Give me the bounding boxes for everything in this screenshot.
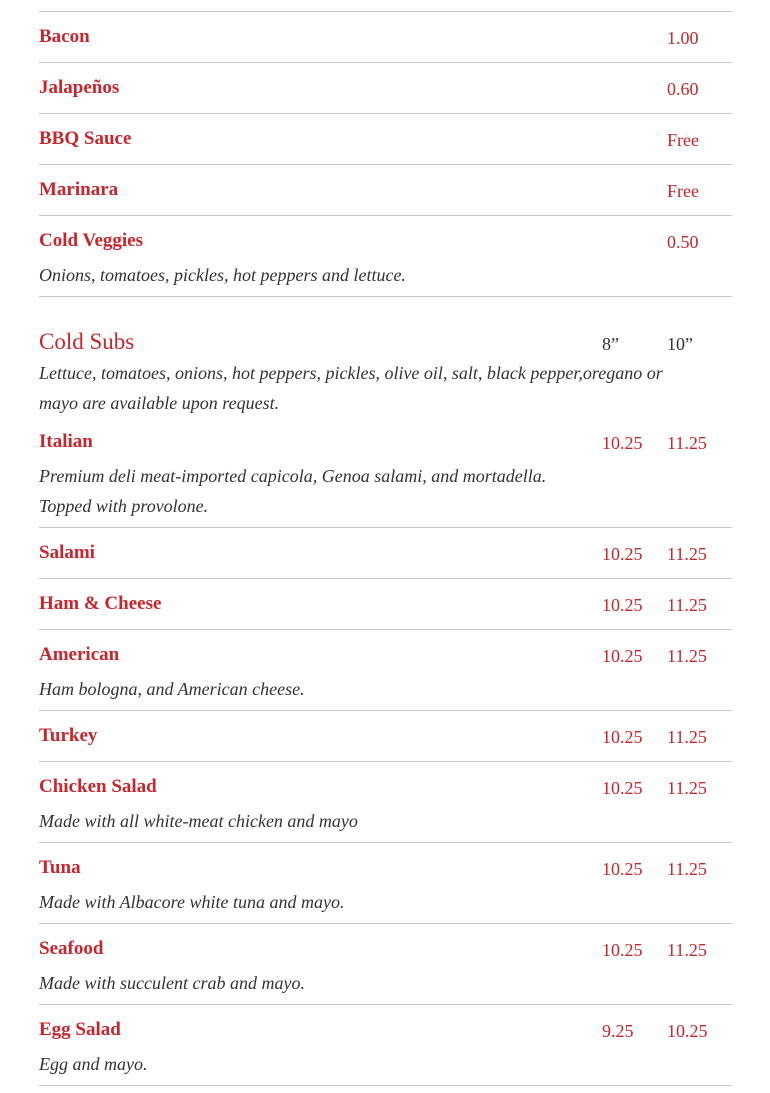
item-price: Free	[667, 181, 699, 201]
menu-item-cold-veggies	[39, 216, 732, 297]
item-price: 0.60	[667, 79, 699, 99]
item-price-8in: 10.25	[602, 433, 643, 453]
menu-item-tuna	[39, 843, 732, 924]
item-name: Italian	[39, 431, 93, 452]
menu-item-seafood	[39, 924, 732, 1005]
menu-item-bacon	[39, 12, 732, 63]
item-price-8in: 10.25	[602, 940, 643, 960]
section-description-line: Lettuce, tomatoes, onions, hot peppers, pickles, olive oil, salt, black pepper,oregano or	[39, 363, 663, 383]
item-name: Egg Salad	[39, 1019, 121, 1040]
item-price-8in: 10.25	[602, 595, 643, 615]
item-name: Salami	[39, 542, 95, 563]
item-description-line: Premium deli meat-imported capicola, Genoa salami, and mortadella.	[39, 466, 547, 486]
item-description: Egg and mayo.	[39, 1054, 148, 1074]
item-name: BBQ Sauce	[39, 128, 132, 149]
section-description	[39, 358, 729, 418]
item-price-10in: 11.25	[667, 778, 707, 798]
item-price-10in: 11.25	[667, 595, 707, 615]
size-column-small: 8”	[602, 334, 619, 354]
section-title: Cold Subs	[39, 329, 135, 354]
item-price-8in: 9.25	[602, 1021, 634, 1041]
item-description: Made with succulent crab and mayo.	[39, 973, 305, 993]
menu-item-egg-salad	[39, 1005, 732, 1086]
menu-item-marinara	[39, 165, 732, 216]
menu-item-italian	[39, 417, 732, 528]
item-price-8in: 10.25	[602, 646, 643, 666]
item-price-10in: 11.25	[667, 544, 707, 564]
menu-item-turkey	[39, 711, 732, 762]
item-name: Seafood	[39, 938, 104, 959]
item-description: Ham bologna, and American cheese.	[39, 679, 305, 699]
menu-item-bbq-sauce	[39, 114, 732, 165]
item-description: Made with Albacore white tuna and mayo.	[39, 892, 345, 912]
item-name: Tuna	[39, 857, 81, 878]
item-description: Onions, tomatoes, pickles, hot peppers and lettuce.	[39, 265, 406, 285]
item-description	[39, 461, 729, 521]
item-price-10in: 11.25	[667, 646, 707, 666]
size-column-large: 10”	[667, 334, 693, 354]
item-description: Made with all white-meat chicken and mayo	[39, 811, 358, 831]
section-description-line: mayo are available upon request.	[39, 393, 280, 413]
item-price-10in: 11.25	[667, 433, 707, 453]
menu-item-american	[39, 630, 732, 711]
menu-item-ham-cheese	[39, 579, 732, 630]
cold-subs-section-header	[39, 297, 732, 422]
item-price-8in: 10.25	[602, 544, 643, 564]
item-description-line: Topped with provolone.	[39, 496, 209, 516]
item-name: Marinara	[39, 179, 119, 200]
item-name: Ham & Cheese	[39, 593, 162, 614]
item-price: 0.50	[667, 232, 699, 252]
item-price: Free	[667, 130, 699, 150]
menu-item-jalapenos	[39, 63, 732, 114]
item-price-8in: 10.25	[602, 727, 643, 747]
item-name: Bacon	[39, 26, 90, 47]
item-name: Cold Veggies	[39, 230, 143, 251]
item-price-10in: 11.25	[667, 859, 707, 879]
item-price-10in: 10.25	[667, 1021, 708, 1041]
item-name: Jalapeños	[39, 77, 120, 98]
item-price-8in: 10.25	[602, 859, 643, 879]
item-price-10in: 11.25	[667, 727, 707, 747]
item-price: 1.00	[667, 28, 699, 48]
item-price-10in: 11.25	[667, 940, 707, 960]
item-name: Turkey	[39, 725, 98, 746]
item-price-8in: 10.25	[602, 778, 643, 798]
item-name: American	[39, 644, 120, 665]
menu-item-chicken-salad	[39, 762, 732, 843]
item-name: Chicken Salad	[39, 776, 157, 797]
menu-item-salami	[39, 528, 732, 579]
